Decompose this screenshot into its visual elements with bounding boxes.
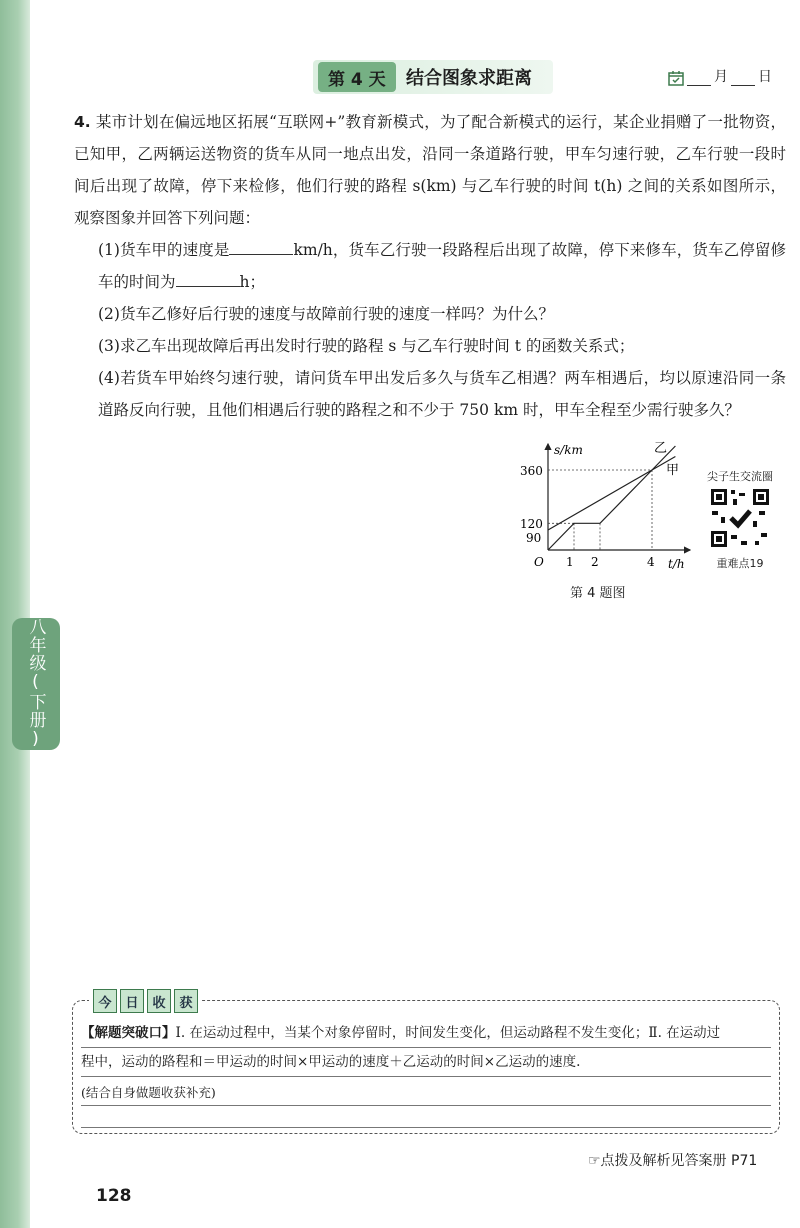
supplement-line[interactable]: (结合自身做题收获补充) [81, 1083, 771, 1106]
origin-label: O [534, 555, 544, 569]
x-tick-1: 1 [566, 555, 574, 569]
qr-top-label: 尖子生交流圈 [707, 470, 773, 483]
sub-question-3: (3)求乙车出现故障后再出发时行驶的路程 s 与乙车行驶时间 t 的函数关系式； [98, 337, 635, 355]
series-line-yi [548, 446, 675, 550]
series-label-yi: 乙 [654, 441, 668, 456]
harvest-box [72, 995, 780, 1134]
series-lines [548, 446, 675, 550]
date-field[interactable] [668, 66, 772, 86]
day-blank[interactable] [731, 71, 755, 86]
left-color-strip [0, 0, 30, 1228]
x-tick-2: 2 [591, 555, 599, 569]
tip-line-1-text: Ⅰ. 在运动过程中，当某个对象停留时，时间发生变化，但运动路程不发生变化；Ⅱ. 在运动过 [175, 1025, 721, 1041]
series-line-jia [548, 457, 675, 531]
harvest-tip [81, 1019, 771, 1077]
harvest-title [89, 989, 202, 1013]
sub-question-1-text-c: h； [239, 273, 265, 291]
calendar-icon [668, 70, 684, 86]
series-label-jia: 甲 [666, 463, 680, 478]
page-number: 128 [96, 1186, 132, 1206]
question-stem-paragraph [74, 106, 786, 234]
sub-question-1-text-a: (1)货车甲的速度是 [98, 241, 230, 259]
tip-line-1 [81, 1019, 771, 1048]
sub-question-4: (4)若货车甲始终匀速行驶，请问货车甲出发后多久与货车乙相遇？两车相遇后，均以原速沿同一条道路反向行驶，且他们相遇后行驶的路程之和不少于 750 km 时，甲车全程至少需行驶多久？ [98, 369, 786, 419]
month-blank[interactable] [687, 71, 711, 86]
qr-code-icon[interactable] [709, 487, 771, 549]
day-badge: 第 4 天 [318, 62, 396, 92]
grade-tab: 八年级(下册) [12, 618, 60, 750]
answer-blank-time[interactable] [176, 268, 240, 287]
harvest-title-char: 收 [147, 989, 171, 1013]
question-stem: 某市计划在偏远地区拓展“互联网+”教育新模式，为了配合新模式的运行，某企业捐赠了一批物资，已知甲，乙两辆运送物资的货车从同一地点出发，沿同一条道路行驶，甲车匀速行驶，乙车行驶一段时间后出现了故障，停下来检修，他们行驶的路程 s(km) 与乙车行驶的时间 t(h) 之间的关系如图所示，观察图象并回答下列问题： [74, 113, 786, 227]
x-axis-label: t/h [668, 557, 685, 571]
sub-question-2: (2)货车乙修好后行驶的速度与故障前行驶的速度一样吗？为什么？ [98, 305, 554, 323]
tip-line-2: 程中，运动的路程和＝甲运动的时间×甲运动的速度＋乙运动的时间×乙运动的速度. [81, 1048, 771, 1077]
question-4 [74, 106, 786, 426]
day-label: 日 [758, 69, 772, 85]
figure-caption: 第 4 题图 [570, 586, 626, 601]
answer-reference: ☞点拨及解析见答案册 P71 [588, 1153, 758, 1169]
y-axis-label: s/km [554, 443, 583, 457]
harvest-title-char: 今 [93, 989, 117, 1013]
harvest-title-char: 日 [120, 989, 144, 1013]
guide-lines [548, 470, 652, 550]
x-tick-4: 4 [647, 555, 655, 569]
y-tick-360: 360 [520, 464, 543, 478]
y-tick-120: 120 [520, 517, 543, 531]
question-number: 4. [74, 113, 91, 131]
section-title: 结合图象求距离 [406, 68, 532, 89]
answer-blank-speed[interactable] [229, 236, 293, 255]
distance-time-graph [520, 440, 700, 580]
tip-label: 【解题突破口】 [81, 1025, 176, 1041]
y-tick-90: 90 [526, 531, 542, 545]
blank-writing-line[interactable] [81, 1127, 771, 1128]
sub-question-1 [74, 234, 786, 298]
qr-block[interactable] [700, 468, 780, 571]
harvest-title-char: 获 [174, 989, 198, 1013]
qr-bottom-label: 重难点19 [716, 557, 764, 570]
month-label: 月 [714, 69, 728, 85]
sub-question-1-text-b: km/h，货车乙行驶一段路程后出现了故障，停下来修车，货车乙停留修车的时间为 [98, 241, 786, 291]
